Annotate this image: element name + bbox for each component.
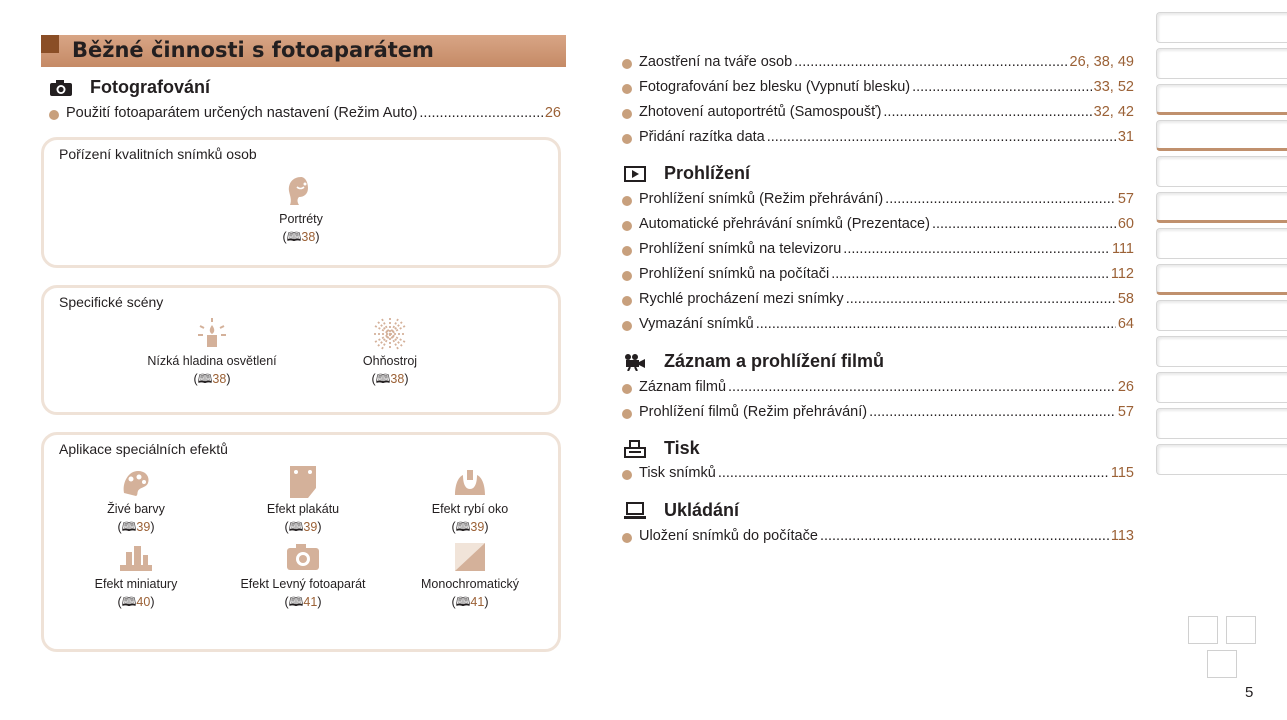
leader-dots — [846, 291, 1116, 307]
item-label: Použití fotoaparátem určených nastavení (Režim Auto) — [66, 105, 418, 121]
poster-effect-icon — [233, 464, 373, 500]
mode-label: Efekt miniatury — [94, 577, 178, 591]
mode-fisheye[interactable] — [400, 464, 540, 536]
leader-dots — [883, 104, 1091, 120]
item-label: Záznam filmů — [639, 379, 727, 395]
page-reference[interactable]: (🕮38) — [193, 372, 231, 386]
section-printing — [620, 438, 700, 459]
book-icon: 🕮 — [288, 595, 304, 609]
item-label: Prohlížení snímků na televizoru — [639, 241, 842, 257]
computer-icon — [620, 502, 650, 520]
bullet — [49, 110, 59, 120]
page-reference[interactable]: (🕮38) — [371, 372, 409, 386]
leader-dots — [767, 129, 1116, 145]
list-item[interactable] — [622, 465, 1134, 485]
section-movies — [620, 351, 884, 372]
mode-label: Živé barvy — [107, 502, 165, 516]
item-label: Fotografování bez blesku (Vypnutí blesku) — [639, 79, 911, 95]
page-reference[interactable]: 33, 52 — [1093, 79, 1134, 95]
side-tab[interactable] — [1156, 336, 1287, 367]
page-reference[interactable]: 26, 38, 49 — [1069, 54, 1134, 70]
low-light-icon — [142, 316, 282, 352]
playback-icon — [620, 166, 650, 182]
page-reference[interactable]: 57 — [1117, 404, 1134, 420]
mode-miniature[interactable] — [66, 539, 206, 611]
list-item[interactable] — [622, 79, 1134, 99]
item-label: Prohlížení snímků (Režim přehrávání) — [639, 191, 884, 207]
list-item[interactable] — [622, 54, 1134, 74]
mode-portrait[interactable] — [231, 174, 371, 246]
list-item[interactable] — [49, 105, 561, 125]
leader-dots — [718, 465, 1109, 481]
box-title: Pořízení kvalitních snímků osob — [59, 146, 257, 162]
page-reference[interactable]: 112 — [1110, 266, 1134, 282]
page-title: Běžné činnosti s fotoaparátem — [72, 38, 434, 62]
mode-vivid-color[interactable] — [66, 464, 206, 536]
side-tab[interactable] — [1156, 408, 1287, 439]
leader-dots — [794, 54, 1067, 70]
list-item[interactable] — [622, 291, 1134, 311]
list-item[interactable] — [622, 129, 1134, 149]
item-label: Přidání razítka data — [639, 129, 765, 145]
bullet — [622, 134, 632, 144]
page-reference[interactable]: 31 — [1117, 129, 1134, 145]
side-tab[interactable] — [1156, 228, 1287, 259]
mode-fireworks[interactable] — [320, 316, 460, 388]
item-label: Prohlížení filmů (Režim přehrávání) — [639, 404, 868, 420]
page-number: 5 — [1245, 684, 1254, 701]
bullet — [622, 59, 632, 69]
portrait-mode-box — [41, 137, 561, 268]
item-label: Zhotovení autoportrétů (Samospoušť) — [639, 104, 882, 120]
bullet — [622, 470, 632, 480]
book-icon: 🕮 — [121, 520, 137, 534]
page-reference[interactable]: (🕮41) — [284, 595, 322, 609]
nav-back-button[interactable] — [1207, 650, 1237, 678]
page-reference[interactable]: 64 — [1117, 316, 1134, 332]
mode-label: Efekt Levný fotoaparát — [240, 577, 366, 591]
mode-label: Portréty — [279, 212, 323, 226]
section-title: Záznam a prohlížení filmů — [664, 351, 885, 371]
page-reference[interactable]: 26 — [1117, 379, 1134, 395]
leader-dots — [728, 379, 1116, 395]
page-reference[interactable]: (🕮39) — [451, 520, 489, 534]
list-item[interactable] — [622, 528, 1134, 548]
vivid-color-icon — [66, 464, 206, 500]
item-label: Zaostření na tváře osob — [639, 54, 793, 70]
mode-monochrome[interactable] — [400, 539, 540, 611]
fisheye-icon — [400, 464, 540, 500]
book-icon: 🕮 — [375, 372, 391, 386]
page-reference[interactable]: (🕮38) — [282, 230, 320, 244]
page-reference[interactable]: 60 — [1117, 216, 1134, 232]
side-tab[interactable] — [1156, 300, 1287, 331]
side-tab[interactable] — [1156, 444, 1287, 475]
bullet — [622, 321, 632, 331]
page-reference[interactable]: (🕮39) — [117, 520, 155, 534]
side-tab[interactable] — [1156, 264, 1287, 295]
bullet — [622, 196, 632, 206]
special-effects-box — [41, 432, 561, 652]
bullet — [622, 84, 632, 94]
header-accent-square — [41, 35, 59, 53]
page-reference[interactable]: (🕮40) — [117, 595, 155, 609]
section-title: Prohlížení — [664, 163, 751, 183]
book-icon: 🕮 — [288, 520, 304, 534]
camera-icon — [46, 79, 76, 97]
box-title: Specifické scény — [59, 294, 164, 310]
item-label: Automatické přehrávání snímků (Prezentace) — [639, 216, 930, 232]
section-title: Ukládání — [664, 500, 740, 520]
list-item[interactable] — [622, 379, 1134, 399]
item-label: Rychlé procházení mezi snímky — [639, 291, 844, 307]
page-reference[interactable]: (🕮41) — [451, 595, 489, 609]
bullet — [622, 109, 632, 119]
book-icon: 🕮 — [286, 230, 302, 244]
bullet — [622, 246, 632, 256]
nav-next-button[interactable] — [1226, 616, 1256, 644]
page-header-bar — [41, 35, 566, 67]
mode-label: Efekt plakátu — [266, 502, 340, 516]
page-reference[interactable]: 111 — [1111, 241, 1134, 257]
side-tab[interactable] — [1156, 156, 1287, 187]
fireworks-icon — [320, 316, 460, 352]
nav-prev-button[interactable] — [1188, 616, 1218, 644]
page-reference[interactable]: 26 — [544, 105, 561, 121]
page-reference[interactable]: 57 — [1117, 191, 1134, 207]
section-playback — [620, 163, 750, 184]
list-item[interactable] — [622, 191, 1134, 211]
bullet — [622, 409, 632, 419]
monochrome-icon — [400, 539, 540, 575]
list-item[interactable] — [622, 266, 1134, 286]
special-scenes-box — [41, 285, 561, 415]
leader-dots — [419, 105, 542, 121]
item-label: Vymazání snímků — [639, 316, 754, 332]
mode-label: Nízká hladina osvětlení — [147, 354, 277, 368]
page-reference[interactable]: 58 — [1117, 291, 1134, 307]
item-label: Uložení snímků do počítače — [639, 528, 818, 544]
box-title: Aplikace speciálních efektů — [59, 441, 228, 457]
bullet — [622, 271, 632, 281]
bullet — [622, 384, 632, 394]
mode-low-light[interactable] — [142, 316, 282, 388]
section-shooting — [46, 77, 210, 98]
list-item[interactable] — [622, 241, 1134, 261]
book-icon: 🕮 — [455, 520, 471, 534]
side-tab[interactable] — [1156, 48, 1287, 79]
section-title: Fotografování — [90, 77, 210, 97]
page-reference[interactable]: 115 — [1110, 465, 1134, 481]
list-item[interactable] — [622, 104, 1134, 124]
mode-label: Monochromatický — [421, 577, 519, 591]
side-tab[interactable] — [1156, 84, 1287, 115]
leader-dots — [843, 241, 1110, 257]
toy-camera-icon — [233, 539, 373, 575]
list-item[interactable] — [622, 404, 1134, 424]
mode-poster-effect[interactable] — [233, 464, 373, 536]
section-saving — [620, 500, 739, 521]
mode-toy-camera[interactable] — [233, 539, 373, 611]
side-tab[interactable] — [1156, 372, 1287, 403]
side-tab[interactable] — [1156, 192, 1287, 223]
page-reference[interactable]: 113 — [1110, 528, 1134, 544]
side-tab[interactable] — [1156, 120, 1287, 151]
leader-dots — [885, 191, 1116, 207]
mode-label: Efekt rybí oko — [431, 502, 509, 516]
side-tab[interactable] — [1156, 12, 1287, 43]
leader-dots — [912, 79, 1092, 95]
portrait-icon — [231, 174, 371, 210]
list-item[interactable] — [622, 216, 1134, 236]
leader-dots — [831, 266, 1109, 282]
bullet — [622, 533, 632, 543]
list-item[interactable] — [622, 316, 1134, 336]
book-icon: 🕮 — [455, 595, 471, 609]
movie-camera-icon — [620, 353, 650, 371]
leader-dots — [932, 216, 1116, 232]
leader-dots — [869, 404, 1116, 420]
item-label: Prohlížení snímků na počítači — [639, 266, 830, 282]
page-reference[interactable]: 32, 42 — [1093, 104, 1134, 120]
item-label: Tisk snímků — [639, 465, 716, 481]
bullet — [622, 221, 632, 231]
miniature-icon — [66, 539, 206, 575]
printer-icon — [620, 440, 650, 458]
book-icon: 🕮 — [197, 372, 213, 386]
book-icon: 🕮 — [121, 595, 137, 609]
page-reference[interactable]: (🕮39) — [284, 520, 322, 534]
leader-dots — [820, 528, 1109, 544]
leader-dots — [756, 316, 1116, 332]
mode-label: Ohňostroj — [362, 354, 418, 368]
section-title: Tisk — [664, 438, 700, 458]
bullet — [622, 296, 632, 306]
